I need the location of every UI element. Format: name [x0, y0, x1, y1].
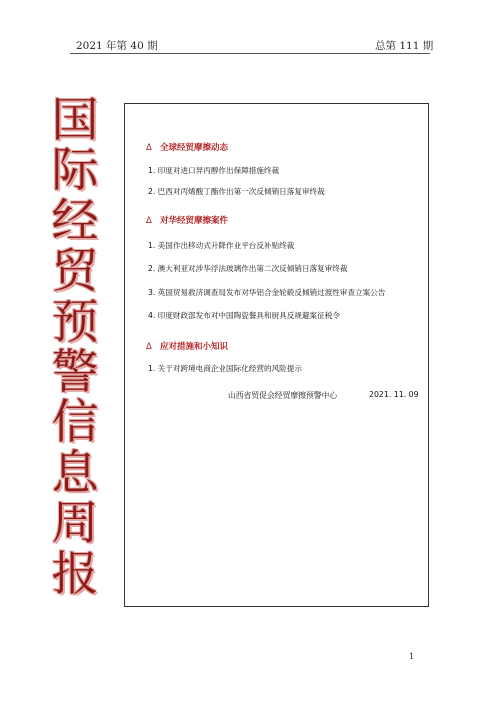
warning-icon: Δ	[146, 143, 152, 153]
list-item[interactable]: 1. 美国作出移动式升降作业平台反补贴终裁	[148, 241, 295, 250]
section-title-text: 对华经贸摩擦案件	[160, 216, 229, 226]
warning-icon: Δ	[146, 216, 152, 226]
list-item[interactable]: 4. 印度财政部发布对中国陶瓷餐具和厨具反规避案征税令	[148, 311, 340, 320]
list-item[interactable]: 1. 关于对跨境电商企业国际化经营的风险提示	[148, 364, 302, 373]
section-title-text: 全球经贸摩擦动态	[160, 143, 229, 153]
title-char: 信	[51, 395, 99, 451]
vertical-title	[40, 93, 110, 602]
title-char: 国	[51, 93, 99, 148]
title-char: 际	[51, 143, 99, 199]
section-title-measures	[146, 340, 228, 352]
total-issue-number: 总第 111 期	[375, 40, 434, 52]
section-title-china	[146, 214, 228, 226]
header-divider	[70, 53, 430, 54]
title-char: 警	[51, 344, 99, 400]
title-char: 息	[51, 445, 99, 501]
list-item[interactable]: 1. 印度对进口异丙醇作出保障措施终裁	[148, 166, 280, 175]
publish-date: 2021. 11. 09	[369, 390, 419, 399]
title-char: 报	[51, 546, 99, 602]
warning-icon: Δ	[146, 342, 152, 352]
section-title-text: 应对措施和小知识	[160, 342, 229, 352]
list-item[interactable]: 2. 巴西对丙烯酸丁酯作出第一次反倾销日落复审终裁	[148, 187, 325, 196]
title-char: 经	[51, 193, 99, 249]
page-number: 1	[409, 652, 415, 661]
section-title-global	[146, 141, 228, 153]
list-item[interactable]: 3. 英国贸易救济调查局发布对华铝合金轮毂反倾销过渡性审查立案公告	[148, 288, 386, 297]
list-item[interactable]: 2. 澳大利亚对涉华浮法玻璃作出第二次反倾销日落复审终裁	[148, 264, 348, 273]
title-char: 预	[51, 294, 99, 350]
title-char: 贸	[51, 244, 99, 300]
title-char: 周	[51, 496, 99, 552]
contents-frame	[124, 103, 429, 607]
issue-number: 2021 年第 40 期	[76, 40, 158, 52]
publisher: 山西省贸促会经贸摩擦预警中心	[228, 391, 338, 400]
